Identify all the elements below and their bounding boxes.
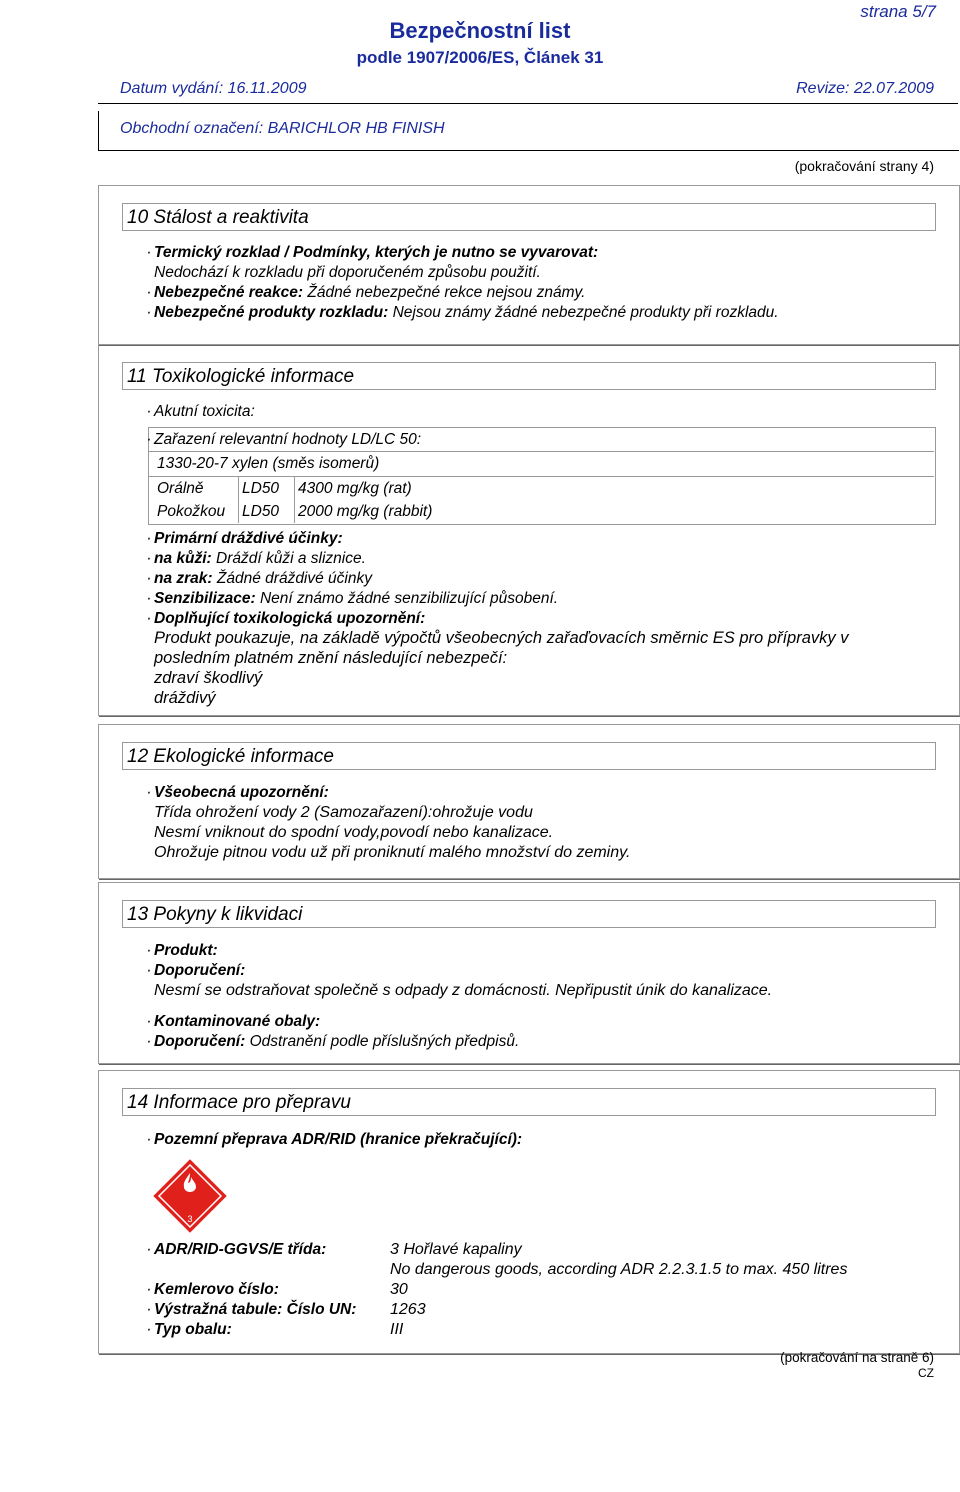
s11-skin: · na kůži: Dráždí kůži a sliznice. — [146, 550, 366, 567]
s11-sensitisation: · Senzibilizace: Není známo žádné senzibilizující působení. — [146, 590, 559, 607]
s11-extra-p1: Produkt poukazuje, na základě výpočtů všeobecných zařaďovacích směrnic ES pro přípravky v — [154, 629, 849, 647]
s14-pack-value: III — [390, 1321, 404, 1338]
s10-line-1: · Termický rozklad / Podmínky, kterých je nutno se vyvarovat: — [146, 244, 599, 261]
hazard-class-number: 3 — [187, 1214, 193, 1224]
s10-line-3: · Nebezpečné reakce: Žádné nebezpečné rekce nejsou známy. — [146, 284, 586, 301]
s11-classification: · Zařazení relevantní hodnoty LD/LC 50: — [146, 431, 422, 448]
s14-un-value: 1263 — [390, 1301, 426, 1318]
product-name: Obchodní označení: BARICHLOR HB FINISH — [120, 120, 445, 137]
revision-date: Revize: 22.07.2009 — [796, 80, 934, 97]
s14-kemler-value: 30 — [390, 1281, 408, 1298]
s11-extra-p4: dráždivý — [154, 689, 216, 707]
section-10 — [98, 185, 960, 345]
section-10-title: 10 Stálost a reaktivita — [122, 203, 936, 231]
s11-substance: 1330-20-7 xylen (směs isomerů) — [157, 455, 380, 472]
s14-class-label: · ADR/RID-GGVS/E třída: — [146, 1241, 327, 1258]
tox-row-oral-value: 4300 mg/kg (rat) — [298, 480, 412, 497]
s14-class-value: 3 Hořlavé kapaliny — [390, 1241, 522, 1258]
tox-row-oral-type: LD50 — [242, 480, 280, 497]
s11-acute: · Akutní toxicita: — [146, 403, 255, 420]
s11-primary: · Primární dráždivé účinky: — [146, 530, 343, 547]
continued-from: (pokračování strany 4) — [794, 158, 934, 174]
s13-packaging: · Kontaminované obaly: — [146, 1013, 321, 1030]
issue-date: Datum vydání: 16.11.2009 — [120, 80, 307, 97]
s10-line-2: Nedochází k rozkladu při doporučeném způsobu použití. — [154, 264, 541, 281]
tox-row-dermal-type: LD50 — [242, 503, 280, 520]
s14-kemler-label: · Kemlerovo číslo: — [146, 1281, 279, 1298]
section-13-title: 13 Pokyny k likvidaci — [122, 900, 936, 928]
page-number: strana 5/7 — [860, 2, 936, 21]
document-title: Bezpečnostní list — [389, 18, 571, 43]
s14-road: · Pozemní přeprava ADR/RID (hranice překračující): — [146, 1131, 523, 1148]
s12-p3: Ohrožuje pitnou vodu už při proniknutí malého množství do zeminy. — [154, 844, 631, 861]
s12-general: · Všeobecná upozornění: — [146, 784, 329, 801]
s11-eye: · na zrak: Žádné dráždivé účinky — [146, 570, 372, 587]
tox-row-dermal-route: Pokožkou — [157, 503, 226, 520]
s13-product: · Produkt: — [146, 942, 218, 959]
s11-extra: · Doplňující toxikologická upozornění: — [146, 610, 426, 627]
continued-to: (pokračování na straně 6) — [780, 1350, 934, 1365]
s14-un-label: · Výstražná tabule: Číslo UN: — [146, 1301, 357, 1318]
section-13 — [98, 882, 960, 1064]
s13-rec2: · Doporučení: Odstranění podle příslušných předpisů. — [146, 1033, 520, 1050]
tox-row-dermal-value: 2000 mg/kg (rabbit) — [298, 503, 433, 520]
s13-rec-text: Nesmí se odstraňovat společně s odpady z domácnosti. Nepřipustit únik do kanalizace. — [154, 982, 773, 999]
s11-extra-p2: posledním platném znění následující nebezpečí: — [154, 649, 508, 667]
section-12 — [98, 724, 960, 879]
section-11-title: 11 Toxikologické informace — [122, 362, 936, 390]
s14-class-note: No dangerous goods, according ADR 2.2.3.1.5 to max. 450 litres — [390, 1261, 848, 1278]
s12-p1: Třída ohrožení vody 2 (Samozařazení):ohrožuje vodu — [154, 804, 533, 821]
section-11 — [98, 344, 960, 716]
section-12-title: 12 Ekologické informace — [122, 742, 936, 770]
language-code: CZ — [918, 1366, 934, 1380]
document-subtitle: podle 1907/2006/ES, Článek 31 — [356, 48, 604, 67]
s12-p2: Nesmí vniknout do spodní vody,povodí nebo kanalizace. — [154, 824, 554, 841]
section-14-title: 14 Informace pro přepravu — [122, 1088, 936, 1116]
s14-pack-label: · Typ obalu: — [146, 1321, 232, 1338]
s10-line-4: · Nebezpečné produkty rozkladu: Nejsou známy žádné nebezpečné produkty při rozkladu. — [146, 304, 779, 321]
section-14 — [98, 1070, 960, 1354]
header-divider — [98, 103, 958, 104]
s11-extra-p3: zdraví škodlivý — [154, 669, 263, 687]
tox-header-divider — [148, 451, 934, 452]
flammable-liquid-hazard-diamond-icon — [153, 1159, 227, 1233]
tox-row-oral-route: Orálně — [157, 480, 204, 497]
s13-rec: · Doporučení: — [146, 962, 246, 979]
